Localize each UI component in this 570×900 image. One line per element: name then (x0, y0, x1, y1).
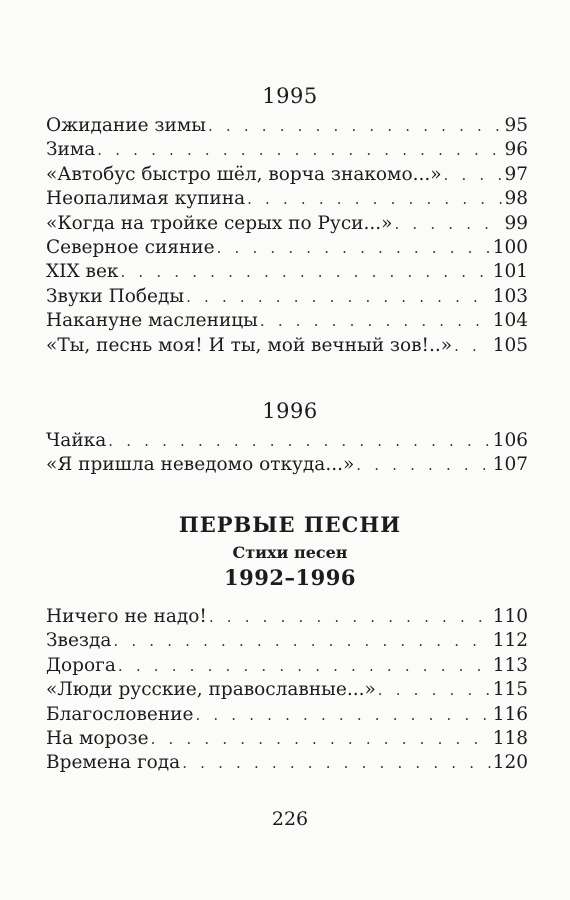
toc-entry-title: Времена года (46, 752, 181, 774)
toc-entry-page: 120 (492, 752, 528, 774)
leader-dots (454, 337, 491, 355)
toc-entry (46, 728, 528, 752)
toc-entry (46, 261, 528, 285)
toc-entry (46, 115, 528, 139)
toc-entry-page: 99 (504, 212, 528, 234)
toc-entry-page: 101 (492, 261, 528, 283)
toc-entry-title: Дорога (46, 654, 116, 676)
section-years: 1992–1996 (224, 565, 356, 590)
toc-entry-page: 98 (504, 188, 528, 210)
toc-entry (46, 213, 528, 237)
toc-entry-page: 113 (492, 654, 528, 676)
toc-entry (46, 606, 528, 630)
toc-entry (46, 679, 528, 703)
toc-entry (46, 286, 528, 310)
leader-dots (247, 190, 502, 208)
toc-entry-page: 118 (492, 727, 528, 749)
toc-list-1996 (46, 430, 528, 479)
toc-entry-title: «Когда на тройке серых по Руси...» (46, 212, 393, 234)
toc-entry-title: Звуки Победы (46, 285, 185, 307)
leader-dots (186, 288, 491, 306)
toc-entry (46, 310, 528, 334)
toc-entry (46, 237, 528, 261)
leader-dots (208, 117, 502, 135)
year-heading-1996: 1996 (262, 399, 318, 423)
toc-entry (46, 752, 528, 776)
toc-entry-page: 103 (492, 285, 528, 307)
toc-entry (46, 335, 528, 359)
toc-entry (46, 655, 528, 679)
toc-entry (46, 188, 528, 212)
toc-entry-page: 107 (492, 454, 528, 476)
toc-list-songs (46, 606, 528, 777)
toc-entry (46, 139, 528, 163)
toc-entry-title: «Ты, песнь моя! И ты, мой вечный зов!..» (46, 334, 453, 356)
toc-entry-page: 110 (492, 606, 528, 627)
toc-entry-page: 96 (504, 139, 528, 161)
leader-dots (97, 141, 502, 159)
toc-entry-page: 97 (504, 163, 528, 185)
toc-entry-title: Ничего не надо! (46, 606, 207, 627)
toc-entry (46, 704, 528, 728)
toc-entry-page: 116 (492, 703, 528, 725)
leader-dots (209, 608, 491, 626)
toc-entry-title: Северное сияние (46, 236, 215, 258)
toc-entry-title: Звезда (46, 630, 112, 652)
toc-entry (46, 164, 528, 188)
section-subtitle: Стихи песен (232, 543, 348, 562)
toc-entry-title: «Автобус быстро шёл, ворча знакомо...» (46, 163, 442, 185)
toc-entry-title: Накануне масленицы (46, 310, 258, 332)
toc-entry-title: «Люди русские, православные...» (46, 679, 376, 701)
leader-dots (195, 706, 490, 724)
page-number: 226 (271, 808, 309, 830)
leader-dots (182, 754, 490, 772)
toc-entry-title: Чайка (46, 430, 107, 451)
toc-entry-title: Неопалимая купина (46, 188, 246, 210)
section-title: ПЕРВЫЕ ПЕСНИ (178, 512, 402, 537)
toc-entry (46, 454, 528, 478)
toc-entry-title: «Я пришла неведомо откуда...» (46, 454, 355, 476)
toc-entry-title: Благословение (46, 703, 194, 725)
leader-dots (108, 432, 490, 450)
toc-entry-page: 106 (492, 430, 528, 451)
leader-dots (113, 632, 490, 650)
toc-entry-title: XIX век (46, 261, 119, 283)
toc-entry-page: 105 (492, 334, 528, 356)
toc-entry (46, 630, 528, 654)
year-heading-1995: 1995 (262, 84, 318, 108)
toc-entry-title: На морозе (46, 727, 149, 749)
toc-entry-title: Ожидание зимы (46, 115, 206, 136)
leader-dots (151, 730, 491, 748)
toc-entry-page: 100 (492, 236, 528, 258)
toc-entry-page: 112 (492, 630, 528, 652)
toc-entry-title: Зима (46, 139, 96, 161)
toc-entry (46, 430, 528, 454)
leader-dots (378, 681, 491, 699)
toc-entry-page: 115 (492, 679, 528, 701)
leader-dots (356, 456, 490, 474)
leader-dots (118, 657, 491, 675)
leader-dots (394, 215, 502, 233)
toc-entry-page: 95 (504, 115, 528, 136)
leader-dots (120, 263, 490, 281)
leader-dots (444, 166, 503, 184)
leader-dots (260, 312, 491, 330)
leader-dots (217, 239, 491, 257)
toc-list-1995 (46, 115, 528, 359)
toc-entry-page: 104 (492, 310, 528, 332)
